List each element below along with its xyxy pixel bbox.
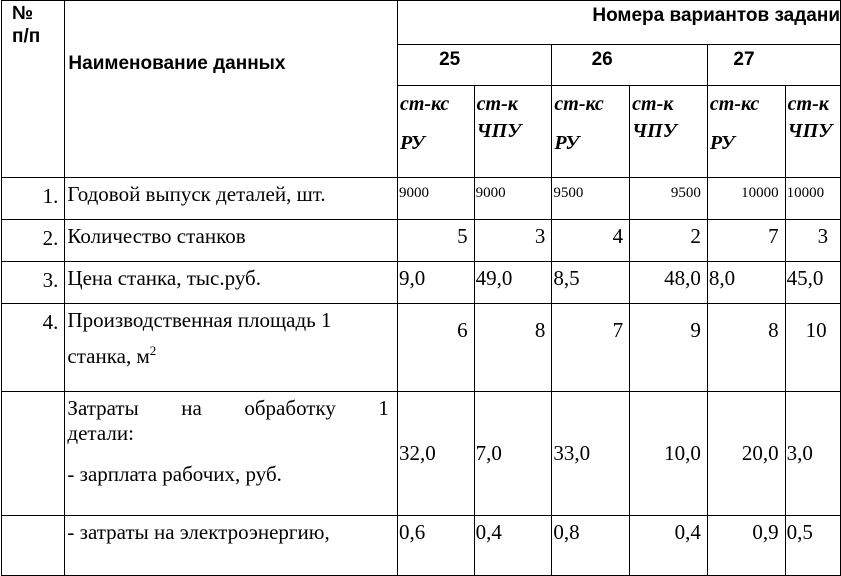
row-2-value-1: 5	[397, 220, 474, 262]
machine-type-2-line1: ст-к	[476, 93, 518, 115]
machine-type-3-line1: ст-кс	[554, 93, 604, 115]
row-1-value-3: 9500	[552, 178, 630, 220]
table-row	[2, 178, 841, 220]
variant-25-label: 25	[439, 49, 461, 70]
row-5-name-line1	[67, 396, 397, 421]
row-5-value-3: 33,0	[552, 392, 630, 516]
row-1-name: Годовой выпуск деталей, шт.	[65, 178, 398, 220]
row-1-value-4: 9500	[630, 178, 708, 220]
row-2-value-2: 3	[474, 220, 552, 262]
row-4-name-line1: Производственная площадь 1	[67, 308, 332, 332]
row-6-value-2: 0,4	[474, 516, 552, 576]
machine-type-1-line1: ст-кс	[399, 93, 450, 115]
table-row	[2, 392, 841, 516]
name-header	[65, 1, 398, 178]
variants-header	[397, 1, 840, 45]
row-3-name: Цена станка, тыс.руб.	[65, 262, 398, 304]
name-header-label: Наименование данных	[68, 53, 286, 74]
machine-type-5-line1: ст-кс	[709, 93, 760, 115]
row-3-value-6: 45,0	[785, 262, 840, 304]
machine-type-6-line2: ЧПУ	[787, 120, 833, 142]
row-1-value-5: 10000	[707, 178, 785, 220]
variant-27	[707, 45, 840, 86]
row-3-value-5: 8,0	[707, 262, 785, 304]
variants-table	[1, 0, 841, 576]
row-3-number: 3.	[2, 262, 65, 304]
row-1-value-1: 9000	[397, 178, 474, 220]
row-2-name: Количество станков	[65, 220, 398, 262]
row-4-value-1: 6	[397, 304, 474, 392]
row-6-value-3: 0,8	[552, 516, 630, 576]
row-4-value-5: 8	[707, 304, 785, 392]
row-3-value-1: 9,0	[397, 262, 474, 304]
machine-type-3-line2: РУ	[554, 132, 580, 154]
row-3-value-2: 49,0	[474, 262, 552, 304]
row-5-value-6: 3,0	[785, 392, 840, 516]
row-5-word-4: 1	[378, 396, 389, 420]
machine-type-2-line2: ЧПУ	[476, 120, 522, 142]
machine-type-5	[707, 86, 785, 178]
row-5-value-1: 32,0	[397, 392, 474, 516]
row-1-number: 1.	[2, 178, 65, 220]
machine-type-4-line1: ст-к	[632, 93, 674, 115]
table-row	[2, 516, 841, 576]
row-3-value-3: 8,5	[552, 262, 630, 304]
row-2-value-6: 3	[785, 220, 840, 262]
machine-type-4-line2: ЧПУ	[632, 120, 677, 142]
machine-type-1	[397, 86, 474, 178]
row-5-word-3: обработку	[244, 396, 336, 420]
row-4-value-6: 10	[785, 304, 840, 392]
row-5-word-1: Затраты	[67, 396, 139, 420]
machine-type-3	[552, 86, 630, 178]
machine-type-2	[474, 86, 552, 178]
row-4-value-3: 7	[552, 304, 630, 392]
num-header	[2, 1, 65, 178]
machine-type-5-line2: РУ	[709, 132, 735, 154]
table-row	[2, 220, 841, 262]
variant-26	[552, 45, 708, 86]
row-4-number: 4.	[2, 304, 65, 392]
num-header-line1: №	[12, 3, 34, 24]
row-5-name-line2: детали:	[67, 421, 134, 446]
row-2-number: 2.	[2, 220, 65, 262]
machine-type-6-line1: ст-к	[787, 93, 829, 115]
row-5-name	[65, 392, 398, 516]
row-2-value-3: 4	[552, 220, 630, 262]
row-6-name: - затраты на электроэнергию,	[65, 516, 398, 576]
row-5-word-2: на	[181, 396, 202, 420]
row-6-number	[2, 516, 65, 576]
row-4-name	[65, 304, 398, 392]
row-4-name-line2: станка, м	[67, 344, 150, 369]
num-header-line2: п/п	[12, 25, 41, 47]
row-6-value-1: 0,6	[397, 516, 474, 576]
machine-type-1-line2: РУ	[399, 132, 425, 154]
row-2-value-4: 2	[630, 220, 708, 262]
table-row	[2, 262, 841, 304]
row-4-value-2: 8	[474, 304, 552, 392]
row-5-number	[2, 392, 65, 516]
row-6-value-5: 0,9	[707, 516, 785, 576]
row-4-name-sup: 2	[149, 343, 157, 359]
row-6-value-6: 0,5	[785, 516, 840, 576]
row-5-value-5: 20,0	[707, 392, 785, 516]
row-5-value-2: 7,0	[474, 392, 552, 516]
row-1-value-2: 9000	[474, 178, 552, 220]
variant-27-label: 27	[733, 49, 755, 70]
row-2-value-5: 7	[707, 220, 785, 262]
row-5-value-4: 10,0	[630, 392, 708, 516]
variant-26-label: 26	[591, 49, 613, 70]
variant-25	[397, 45, 551, 86]
row-3-value-4: 48,0	[630, 262, 708, 304]
machine-type-6	[785, 86, 840, 178]
row-5-name-line3: - зарплата рабочих, руб.	[67, 462, 282, 487]
row-4-value-4: 9	[630, 304, 708, 392]
variants-header-label: Номера вариантов задани	[592, 5, 840, 26]
table-row	[2, 304, 841, 392]
machine-type-4	[630, 86, 708, 178]
row-6-value-4: 0,4	[630, 516, 708, 576]
row-1-value-6: 10000	[785, 178, 840, 220]
